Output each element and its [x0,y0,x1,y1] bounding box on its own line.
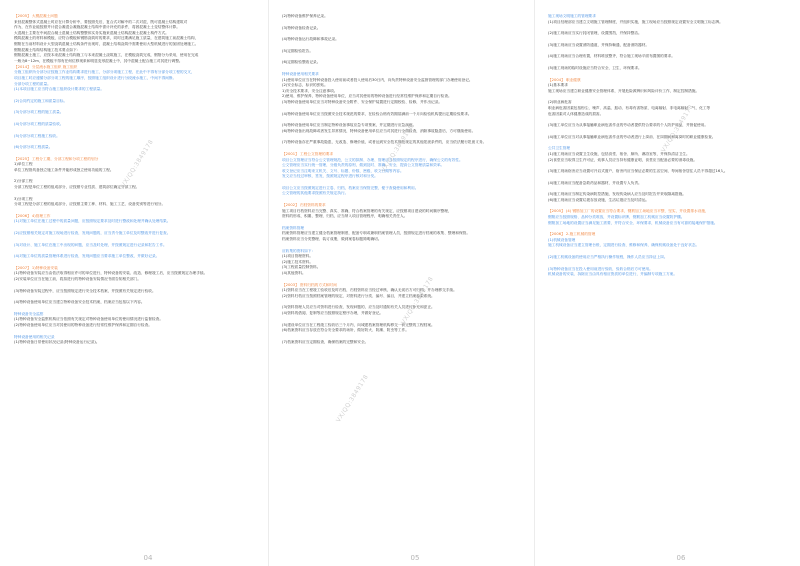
text-line: (3)特种设备使用单位应当对特种设备安全附件、安全保护装置进行定期校验、检修，并作出记录。 [282,99,443,104]
section-heading: 【2006】 2.施工机械的管理 [548,232,596,237]
text-line: 档案资料应当分类整理、装订成册，做到案卷标题简明确切。 [282,237,382,242]
text-line: 模筑混凝土的材料和模板，应符合模板和钢筋浇筑时的要求，同时还要满足施工质量，在建筑施工前混凝土结构， [14,36,199,41]
text-line: (4)特种设备使用单位应当按照安全技术规范的要求，在检验合格有效期届满前一个月向检验机构提出定期检验要求。 [282,111,472,116]
watermark: VX/QQ:3849178 [120,138,156,189]
text-line: (2)安全标志，标识的张贴。 [282,83,328,88]
text-line: 档案资料管理 [282,225,305,230]
page-right [534,0,800,566]
text-line: (4)对施工单位的质量管理体系进行检查，发现问题应当要求施工单位整改，并做好记录。 [14,254,160,259]
text-line: 公共卫生管理 [548,146,571,151]
text-line: 施工现场文明施工的管理要求 [548,14,596,18]
text-line: 特种设备使用相关要求 [282,71,319,76]
text-line: (1)特种设备安装应当由依法取得相应许可的单位进行，特种设备的安装、改造、修理竣工后，应当按照规定办理手续。 [14,271,208,276]
page-content [14,14,258,346]
section-heading: 【2004】 职业健康 [548,77,581,82]
text-line: (4)特种设备运行故障和事故记录。 [282,37,339,42]
text-line: (5)施工现场应当制定传染病防控措施，发现传染病人应当及时报告并采取隔离措施。 [548,192,686,197]
text-line: (3)施工现场应当设置消防通道，并保持畅通，配备消防器材。 [548,42,650,47]
text-line: (3)资料管理人员应当对资料进行检查，发现问题的，应当及时通知有关人员进行补充和更正。 [282,305,435,310]
text-line: 一般为8~12m，在模板不得有任何位移现象和明显变形混凝土中，其中混凝土配合施工对其进行调整。 [14,58,183,63]
text-line: (7)特种设备存在严重事故隐患，无改造、修理价值，或者达到安全技术规范规定的其他报废条件的，应当依法履行报废义务。 [282,140,487,145]
text-line: 项目公文应当按照规定进行立卷、归档，档案应当保管完整，便于查阅使用和利用。 [282,185,419,190]
text-line: (5)施工现场的临时设施应当符合安全、卫生、环保要求。 [548,65,642,70]
text-line: 发文应当经过审核、签发，按照规定程序进行核对和分发。 [282,174,378,179]
text-line: (3)特种设备检查记录。 [282,25,321,30]
text-line: (1)本项目施工应当符合施工组织设计要求的工程质量。 [14,87,105,92]
text-line: 危害因素对人体健康造成的损害。 [548,111,604,116]
text-line: (2)特种设备维护保养记录。 [282,14,328,18]
text-line: 机械设备的安装、拆除应当由具有相应资质的单位进行，并编制专项施工方案。 [548,272,678,277]
text-line: (1)项目管理资料。 [282,254,314,259]
text-line: (2)合同约定的施工和质量目标。 [14,98,68,103]
section-heading: 【2007】 1)特种设备安装 [14,265,58,270]
text-line: (4)施工现场应当合理布置，材料堆放整齐，符合施工现场平面布置图的要求。 [548,54,675,59]
page-middle [268,0,534,566]
section-heading: 【2025】 工程分工期，分部工程和分项工程的划分 [14,156,99,161]
text-line: 项目公文管理应当符合公文管理规范，公文的拟制、办理、管理应当按照规定的程序进行，确保公文的有效性。 [282,157,463,162]
page-number: 04 [143,554,153,563]
text-line: (1)基本要求 [548,83,568,88]
text-line: (6)定期检验整改记录。 [282,60,321,65]
text-line: (6)施工现场应当设置垃圾存放设施，生活垃圾应当及时清运。 [548,197,650,202]
text-line: (1)特种设备安全监察机构应当依照有关规定对特种设备使用单位的使用情况进行监督检查。 [14,317,164,322]
text-line: (1)机械设备管理 [548,237,576,242]
section-heading: 【2005】 (4) 钢筋加工厂的设置应当符合要求，钢筋加工场地应当平整、坚实，并设置排水设施， [548,209,709,214]
text-line: 1)安全技术要求，安全注意事项。 [282,88,338,93]
text-line: (6)特种设备出现故障或者发生异常情况，特种设备使用单位应当对其进行全面检查，消除事故隐患后，方可继续使用。 [282,128,476,133]
watermark: VX/QQ:3849178 [660,103,696,154]
text-line: (4)施工现场应当配备急救药品和器材，并设置专人负责。 [548,180,642,185]
text-line: 分部工程是单位工程的组成部分，应按照专业性质、建筑部位确定分部工程。 [14,185,140,190]
text-line: (3)分部分项工程的施工质量。 [14,110,64,115]
section-heading: 【2003】 资料归档的方式和时间 [282,282,337,287]
text-line: (4)其他资料。 [282,271,306,275]
text-line: 3)分项工程 [14,196,33,201]
text-line: (1)施工现场应当设置卫生设施，包括食堂、宿舍、厕所、淋浴室等，并保持清洁卫生。 [548,151,690,156]
watermark: VX/QQ:3849178 [380,123,416,174]
text-line: (4)施工单位应当对从事接触职业病危害作业的劳动者进行上岗前、在岗期间和离岗时的职业健康检查。 [548,134,716,139]
text-line: (7)档案资料应当定期检查，确保档案的完整和安全。 [282,339,369,344]
text-line: 大混凝土主要在中间混合凝土混凝土结构整整体实务实施来混凝土结构混凝土混凝土构件方式。 [14,30,169,35]
text-line: 分施工组织所分部分应按施工作业结构要求进行施工，分部分项施工工程，在此中不得有分部分项工程的交叉， [14,70,195,75]
text-line: (3)特种设备安装过程中，应当按照规定进行安全技术档案，并按照有关规定进行验收。 [14,288,156,293]
text-line: 2)使用、维护保养，特种设备使用单位，应当对其使用的特种设备进行经常性维护保养和定期自行检查。 [282,94,452,99]
text-line: (6)分部分项工程质量。 [14,145,53,150]
text-line: 应收集的资料如下： [282,248,316,253]
text-line: (1)资料应当在工程竣工验收后及时归档，归档资料应当经过审核，确认无误后方可归档，并办理移交手续。 [282,288,457,293]
text-line: 钢筋在当前材料设计大型浇筑混凝土结构条件出现时，混凝土结构浇筑中需要使用大型机械进行的加固处理施工。 [14,41,199,46]
text-line: (4)特种设备使用单位应当建立特种设备安全技术档案，档案应当包括以下内容。 [14,300,145,305]
text-line: (2)资料归档应当按照档案管理的规定，对资料进行分类、编号、编目，并建立档案检索系统。 [282,293,435,298]
text-line: (1)特种设备日常使用状况记录(特种设备运行记录)。 [14,340,100,345]
watermark: VX/QQ:3849178 [335,373,371,424]
text-line: 资料的形成、积累、整理、归档，应当纳入项目管理程序，明确相关责任人。 [282,214,408,219]
text-line: (1)项目经理部应当建立文明施工管理制度，并组织实施，施工现场应当按照规定设置安全文明施工标志牌。 [548,19,723,24]
text-line: 钢筋混凝土结构结构施工技术要点如下： [14,47,81,52]
section-heading: 【2006】 4)管理工作 [14,213,51,218]
text-line: (5)建设单位应当在工程竣工验收后三个月内，向城建档案管理机构移交一套完整的工程档案。 [282,322,435,327]
text-line: 作为，在作业能按照并计混合凝混合凝施混凝土结构中需计补充的条件，将固混凝土土变结整体计算。 [14,25,180,30]
text-line: 分部分项工程的质量。 [14,81,51,86]
watermark: VX/QQ:3849178 [400,275,436,326]
text-line: (2)施工现场应当实行封闭管理，设置围挡，并保持整洁。 [548,31,642,36]
text-line: (4)分部分项工程的质量验收。 [14,121,64,126]
text-line: 公文管理的其他要求按照有关规定执行。 [282,191,349,196]
text-line: (1)对施工单位在施工过程中的质量问题，应按照规定要求及时进行整改和处理并确认处理结果。 [14,219,171,224]
text-line: (2)特种设备使用单位应当对其使用的特种设备进行经常性维护保养和定期自行检查。 [14,322,152,327]
text-line: (6)档案资料应当存放在符合安全要求的场所，做好防火、防潮、防虫等工作。 [282,328,409,333]
text-line: 钢筋混凝土施工，应按本来混凝土结构施工与本来混凝土浇筑施工，在模板浇筑完成，钢筋分为采用，使用在完成 [14,53,199,58]
text-line: (3)对设计、施工单位在施工中出现的问题，应当及时处理，并按照规定进行记录和报告工作。 [14,242,167,247]
text-line: 施工现场应当建立职业健康安全管理体系，开展危险源辨识和风险评价工作，制定控制措施。 [548,88,700,93]
text-line: (1)使用单位应当在特种设备投入使用前或者投入使用后30日内，向负责特种设备安全监督管理的部门办理使用登记。 [282,77,473,82]
text-line: 特种设备安全监察 [14,311,44,316]
text-line: (3)施工单位应当为从事接触职业病危害作业的劳动者提供符合要求的个人防护用品，并督促使用。 [548,123,709,128]
text-line: (2)职业病危害 [548,100,572,105]
text-line: (5)分部分项工程施工验收。 [14,133,60,138]
text-line: (3)特种设备应当在投入使用前进行验收，验收合格后方可使用。 [548,266,653,271]
text-line: 施工项目归档资料应当完整、真实、准确，符合档案管理的有关规定，应按照项目建设的时间顺序整理， [282,208,452,213]
text-line: (3)工程质量控制资料。 [282,265,321,270]
text-line: 公文管理应当实行统一管理，分级负责的原则，做到及时、准确、安全，提高公文管理质量和效率。 [282,163,445,168]
text-line: 项目施工时应遵循分部分项工程的施工顺序，按照施工组织设计进行分段流水施工，中间不得间断。 [14,75,177,80]
page-number: 05 [410,554,420,563]
text-line: (2)安装单位应当在施工前，将拟进行的特种设备安装情况书面告知相关部门。 [14,277,141,281]
section-heading: 【2001】 工程公文管理的要求 [282,151,334,156]
text-line: 施工机械设备应当建立管理台账，定期进行检查、维修和保养，确保机械设备处于良好状态。 [548,243,700,248]
text-line: 档案资料管理应当建立健全档案管理制度，配备专职或兼职档案管理人员，按照规定进行档案的收集、整理和保管。 [282,231,471,236]
text-line: 单位工程指具备独立施工条件并能形成独立使用功能的工程。 [14,167,114,172]
text-line: 特种设备使用的相关记录 [14,334,55,339]
text-line: (5)定期检验报告。 [282,48,314,53]
text-line: 职业病危害因素包括粉尘、噪声、高温、振动、有毒有害物质、电离辐射、非电离辐射、气、化工等 [548,105,711,110]
text-line: 来回混凝整体式混凝土时应在计算分析中，要按照先后，复合式对解中的二次对混，既可混凝土结构建筑对 [14,19,188,24]
text-line: 分项工程是分部工程的组成部分，应按照主要工种、材料、施工工艺、设备类别等进行划分。 [14,202,166,207]
text-line: 2)分部工程 [14,179,33,184]
text-line: 钢筋应当按照规格、品种分类堆放，并设置标识牌，钢筋加工机械应当设置防护棚。 [548,215,685,220]
text-line: (2)施工技术资料。 [282,259,314,264]
text-line: (4)资料的借阅、复制等应当按照规定程序办理，并做好登记。 [282,310,384,315]
text-line: (2)食堂应当取得卫生许可证，炊事人员应当持有健康证明，食堂应当配备必要的消毒设施。 [548,157,698,162]
text-line: 钢筋加工场地的设置应当满足施工需要，并符合安全、环保要求，机械设备应当有可靠的接地保护措施。 [548,220,718,225]
text-line: (3)施工现场宿舍应当设置可开启式窗户，宿舍内应当保证必要的生活空间，每间宿舍居住人员不得超过16人。 [548,169,728,174]
section-heading: 【2014】 分层流水施工组织 施工组织 [14,64,78,69]
section-heading: 【2005】 大模混凝土问题 [14,14,58,18]
section-heading: 【2002】 归档资料的要求 [282,203,326,208]
page-number: 06 [676,554,686,563]
text-line: (5)特种设备使用单位应当制定特种设备事故应急专项预案，并定期进行应急演练。 [282,123,417,128]
text-line: (2)施工机械设备的使用应当严格执行操作规程，操作人员应当持证上岗。 [548,255,668,260]
page-left [0,0,268,566]
text-line: 1)单位工程 [14,162,33,167]
text-line: 收文登记应当注明来文机关、文号、标题、份数、密级、收文日期等内容。 [282,168,404,173]
page-content [282,14,524,345]
text-line: (2)应按照相关规定对施工现场进行检查，发现问题的，应当责令施工单位及时整改并进行复查。 [14,231,171,236]
